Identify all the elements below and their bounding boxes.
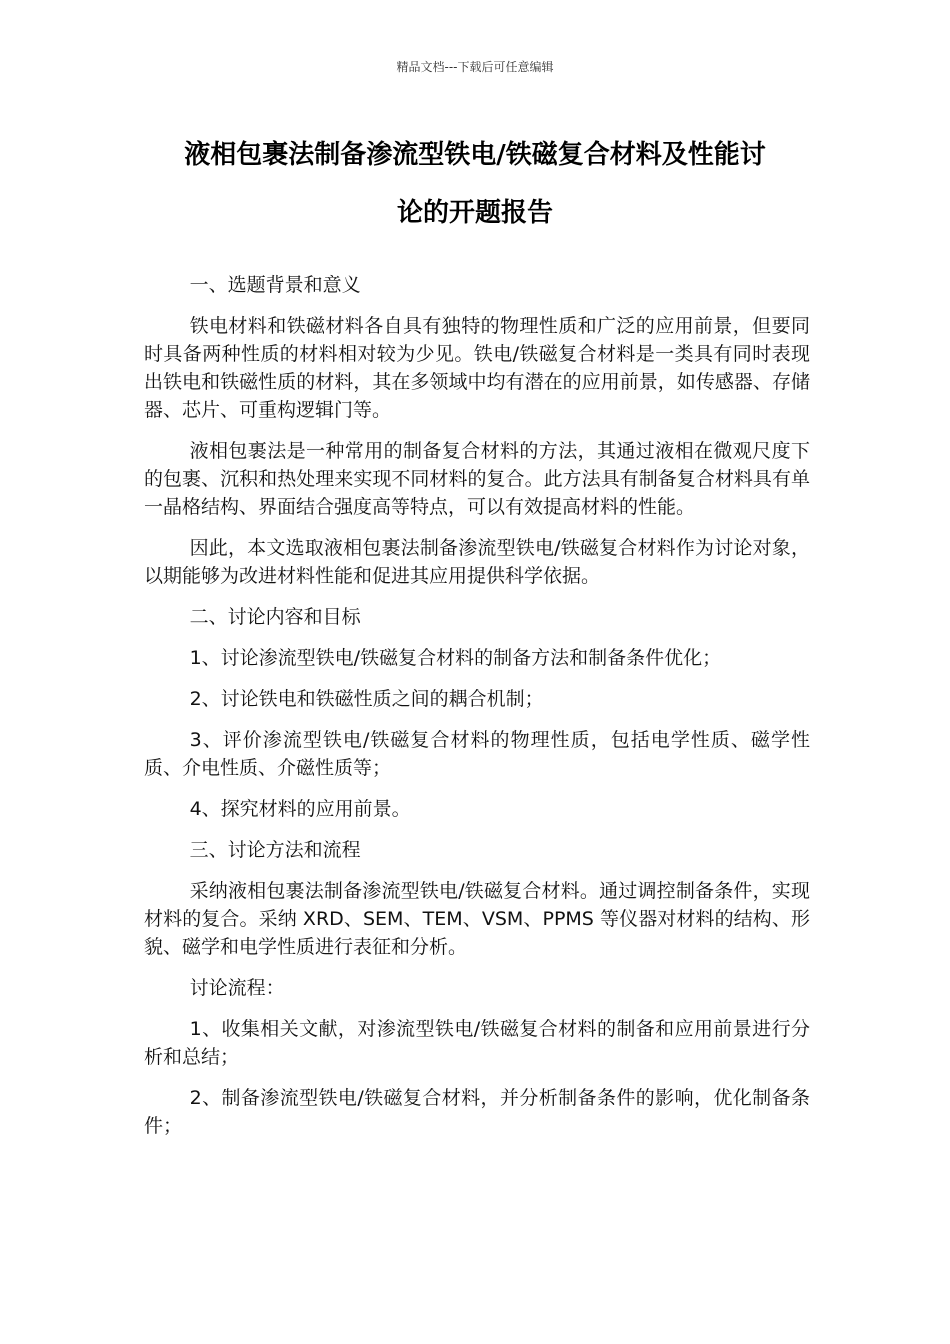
paragraph-background-2: 液相包裹法是一种常用的制备复合材料的方法，其通过液相在微观尺度下的包裹、沉积和热处理来实现不同材料的复合。此方法具有制备复合材料具有单一晶格结构、界面结合强度高等特点，可以有效提高材料的性能。 xyxy=(144,440,810,518)
section-heading-methods: 三、讨论方法和流程 xyxy=(189,839,361,861)
section-heading-background: 一、选题背景和意义 xyxy=(189,274,361,296)
list-item-goal-4: 4、探究材料的应用前景。 xyxy=(189,798,411,820)
page-header-note: 精品文档---下载后可任意编辑 xyxy=(396,60,554,74)
section-heading-content-goals: 二、讨论内容和目标 xyxy=(189,606,361,628)
list-item-flow-2: 2、制备渗流型铁电/铁磁复合材料，并分析制备条件的影响，优化制备条件； xyxy=(144,1087,810,1137)
list-item-goal-1: 1、讨论渗流型铁电/铁磁复合材料的制备方法和制备条件优化； xyxy=(189,647,722,669)
list-item-flow-1: 1、收集相关文献，对渗流型铁电/铁磁复合材料的制备和应用前景进行分析和总结； xyxy=(144,1018,810,1068)
paragraph-background-1: 铁电材料和铁磁材料各自具有独特的物理性质和广泛的应用前景，但要同时具备两种性质的材料相对较为少见。铁电/铁磁复合材料是一类具有同时表现出铁电和铁磁性质的材料，其在多领域中均有潜在的应用前景，如传感器、存储器、芯片、可重构逻辑门等。 xyxy=(144,315,810,421)
document-body xyxy=(144,271,810,1153)
document-title-line-2: 论的开题报告 xyxy=(396,198,553,228)
document-title-line-1: 液相包裹法制备渗流型铁电/铁磁复合材料及性能讨 xyxy=(184,140,766,170)
list-item-goal-2: 2、讨论铁电和铁磁性质之间的耦合机制； xyxy=(189,688,544,710)
paragraph-methods: 采纳液相包裹法制备渗流型铁电/铁磁复合材料。通过调控制备条件，实现材料的复合。采纳 XRD、SEM、TEM、VSM、PPMS 等仪器对材料的结构、形貌、磁学和电学性质进行表征和分析。 xyxy=(144,880,810,958)
paragraph-background-3: 因此，本文选取液相包裹法制备渗流型铁电/铁磁复合材料作为讨论对象，以期能够为改进材料性能和促进其应用提供科学依据。 xyxy=(144,537,810,587)
list-item-goal-3: 3、评价渗流型铁电/铁磁复合材料的物理性质，包括电学性质、磁学性质、介电性质、介磁性质等； xyxy=(144,729,810,779)
flow-label: 讨论流程： xyxy=(189,977,285,999)
